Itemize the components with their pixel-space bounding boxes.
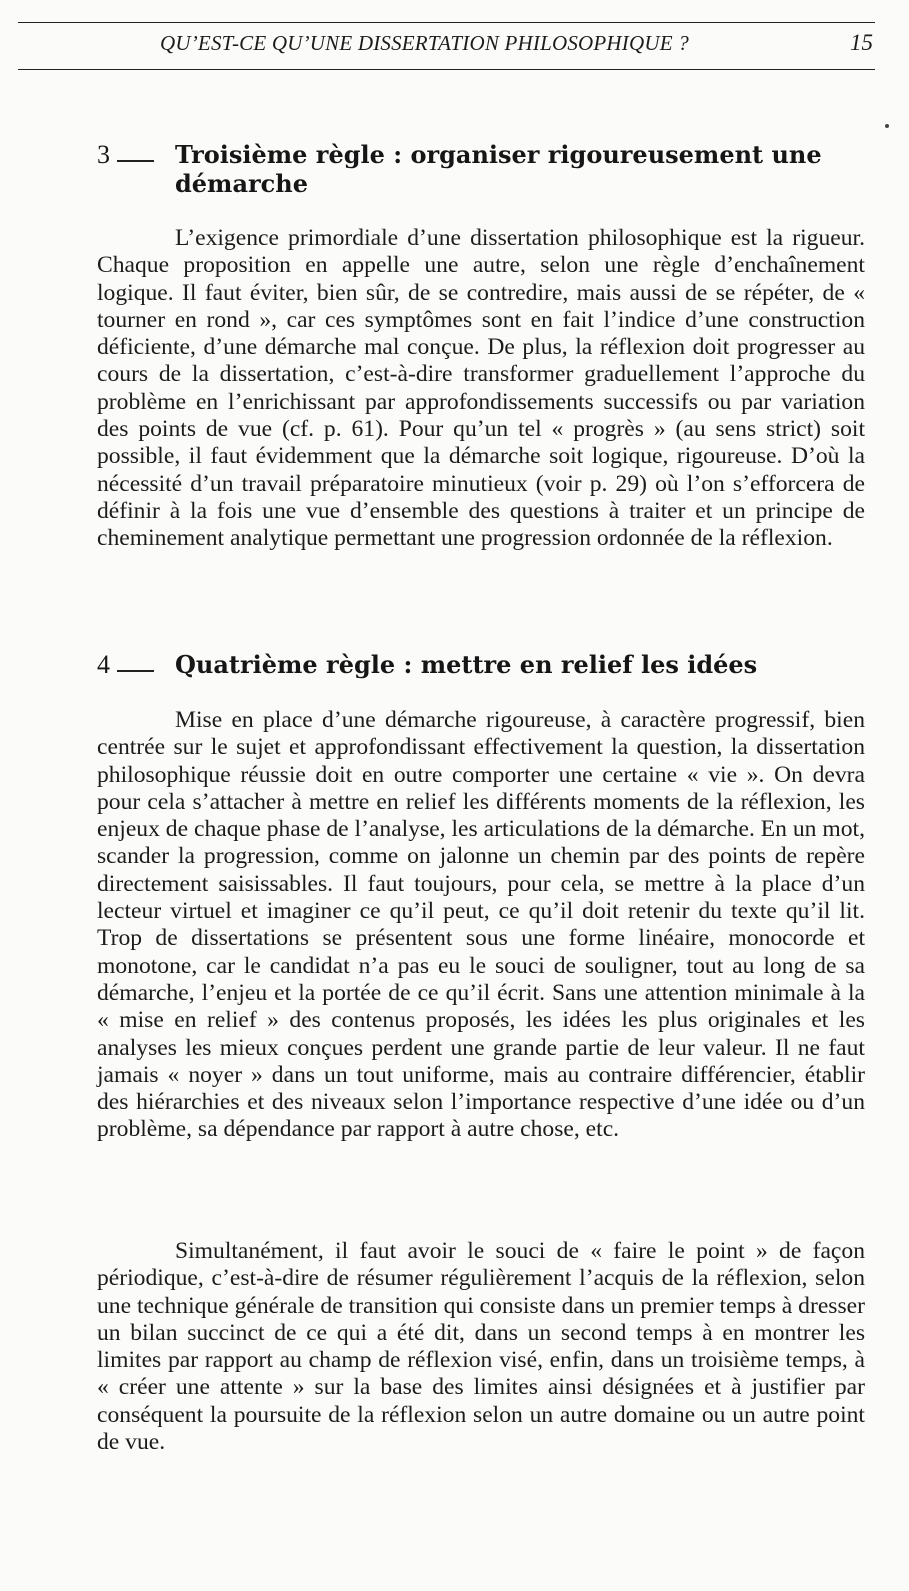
section-title: Quatrième règle : mettre en relief les idées bbox=[175, 650, 758, 679]
page-number: 15 bbox=[850, 30, 873, 55]
section-number: 3 bbox=[97, 140, 110, 169]
header-rule-top bbox=[18, 22, 875, 23]
section-dash bbox=[117, 670, 154, 672]
header-rule-bottom bbox=[18, 69, 875, 70]
section-title: Troisième règle : organiser rigoureusement une démarche bbox=[175, 140, 822, 198]
section-dash bbox=[117, 160, 154, 162]
section-heading-3 bbox=[97, 140, 875, 198]
print-speck bbox=[885, 124, 889, 128]
section-number: 4 bbox=[97, 650, 110, 679]
section-3-paragraph-1: L’exigence primordiale d’une dissertation philosophique est la rigueur. Chaque proposition en appelle une autre, selon une règle d’enchaînement logique. Il faut éviter, bien sûr, de se contredire, mais aussi de se répéter, de « tourner en rond », car ces symptômes sont en fait l’indice d’une construction déficiente, d’une démarche mal conçue. De plus, la réflexion doit progresser au cours de la dissertation, c’est-à-dire transformer graduellement l’approche du problème en l’enrichissant par approfondissements successifs ou par variation des points de vue (cf. p. 61). Pour qu’un tel « progrès » (au sens strict) soit possible, il faut évidemment que la démarche soit logique, rigoureuse. D’où la nécessité d’un travail préparatoire minutieux (voir p. 29) où l’on s’efforcera de définir à la fois une vue d’ensemble des questions à traiter et un principe de cheminement analytique permettant une progression ordonnée de la réflexion. bbox=[97, 225, 865, 552]
section-heading-4 bbox=[97, 650, 875, 679]
section-4-paragraph-2: Simultanément, il faut avoir le souci de « faire le point » de façon périodique, c’est-à-dire de résumer régulièrement l’acquis de la réflexion, selon une technique générale de transition qui consiste dans un premier temps à dresser un bilan succinct de ce qui a été dit, dans un second temps à en montrer les limites par rapport au champ de réflexion visé, enfin, dans un troisième temps, à « créer une attente » sur la base des limites ainsi désignées et à justifier par conséquent la poursuite de la réflexion selon un autre domaine ou un autre point de vue. bbox=[97, 1238, 865, 1456]
section-4-paragraph-1: Mise en place d’une démarche rigoureuse, à caractère progressif, bien centrée sur le sujet et approfondissant effectivement la question, la dissertation philosophique réussie doit en outre comporter une certaine « vie ». On devra pour cela s’attacher à mettre en relief les différents moments de la réflexion, les enjeux de chaque phase de l’analyse, les articulations de la démarche. En un mot, scander la progression, comme on jalonne un chemin par des points de repère directement saisissables. Il faut toujours, pour cela, se mettre à la place d’un lecteur virtuel et imaginer ce qu’il peut, ce qu’il doit retenir du texte qu’il lit. Trop de dissertations se présentent sous une forme linéaire, monocorde et monotone, car le candidat n’a pas eu le souci de souligner, tout au long de sa démarche, l’enjeu et la portée de ce qu’il écrit. Sans une attention minimale à la « mise en relief » des contenus proposés, les idées les plus originales et les analyses les mieux conçues perdent une grande partie de leur valeur. Il ne faut jamais « noyer » dans un tout uniforme, mais au contraire différencier, établir des hiérarchies et des niveaux selon l’importance respective d’une idée ou d’un problème, sa dépendance par rapport à autre chose, etc. bbox=[97, 707, 865, 1143]
running-title: QU’EST-CE QU’UNE DISSERTATION PHILOSOPHIQUE ? bbox=[160, 31, 689, 55]
